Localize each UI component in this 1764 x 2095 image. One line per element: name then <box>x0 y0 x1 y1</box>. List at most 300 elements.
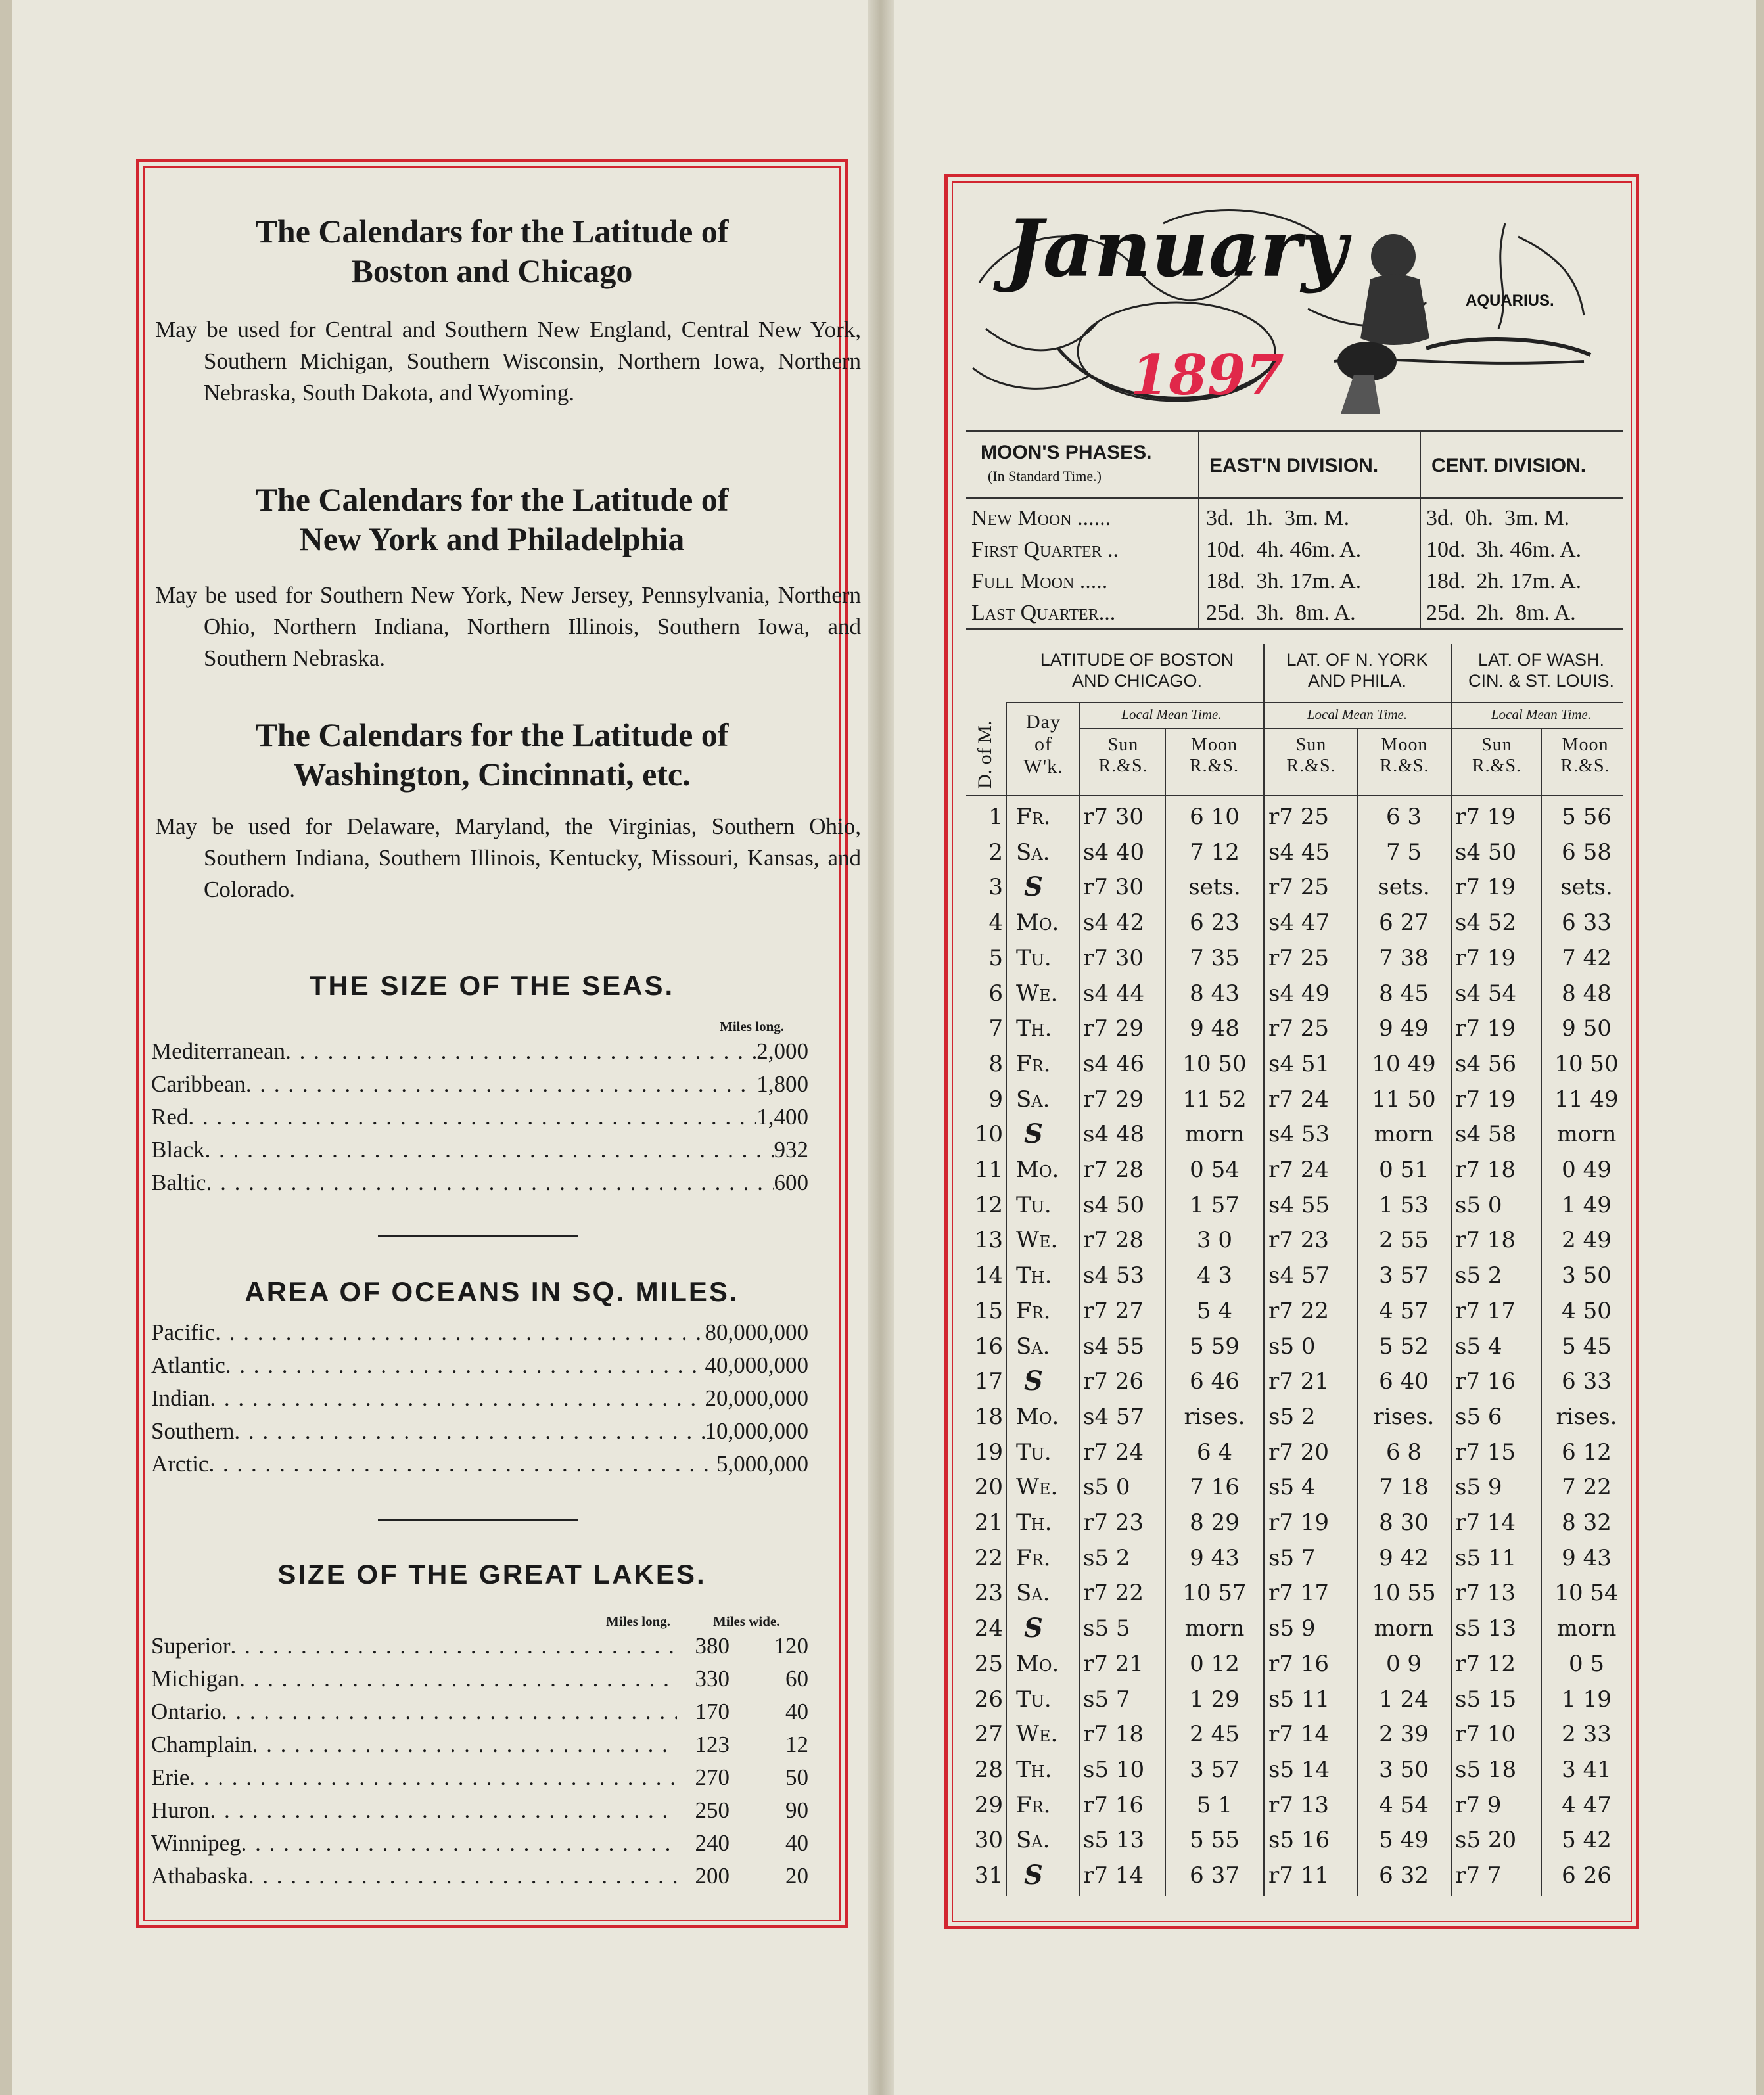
newyork-moon: 8 30 <box>1379 1509 1429 1536</box>
washington-moon: 5 42 <box>1562 1827 1612 1854</box>
day-of-week: Tu. <box>1016 1686 1052 1713</box>
boston-moon: 7 16 <box>1190 1474 1240 1501</box>
list-item <box>151 1038 808 1071</box>
washington-moon: 9 43 <box>1562 1544 1612 1571</box>
day-of-week-heading: Day of W'k. <box>1023 711 1063 777</box>
washington-moon: 6 58 <box>1562 839 1612 865</box>
newyork-moon: 6 27 <box>1379 909 1429 936</box>
washington-moon: 2 49 <box>1562 1227 1612 1254</box>
phase-name: First Quarter .. <box>971 538 1119 562</box>
washington-sun: s5 11 <box>1455 1544 1517 1571</box>
boston-sun: s4 57 <box>1083 1403 1145 1430</box>
phase-name: Full Moon ..... <box>971 569 1108 593</box>
boston-moon: sets. <box>1188 874 1241 901</box>
washington-moon: 0 5 <box>1568 1650 1605 1677</box>
list-item-name: Mediterranean <box>151 1038 286 1064</box>
day-of-week: Sa. <box>1016 1580 1050 1607</box>
boston-moon: rises. <box>1184 1403 1245 1430</box>
newyork-sun: r7 23 <box>1268 1227 1329 1254</box>
day-of-week: Fr. <box>1016 1544 1051 1571</box>
day-of-week: We. <box>1016 1721 1058 1748</box>
phase-central-time: 25d. 2h. 8m. A. <box>1426 601 1576 625</box>
newyork-sun: r7 20 <box>1268 1439 1329 1465</box>
lakes-miles-wide-label: Miles wide. <box>713 1613 780 1629</box>
boston-sun: s4 50 <box>1083 1191 1145 1218</box>
day-of-week: Th. <box>1016 1015 1052 1042</box>
washington-sun: r7 15 <box>1455 1439 1516 1465</box>
lake-width: 40 <box>785 1830 808 1856</box>
washington-sun: s4 50 <box>1455 839 1517 865</box>
day-of-week: Th. <box>1016 1262 1052 1289</box>
leader-dots <box>215 1320 705 1346</box>
washington-sun: s5 2 <box>1455 1262 1502 1289</box>
newyork-sun: r7 19 <box>1268 1509 1329 1536</box>
boston-sun: r7 30 <box>1083 944 1144 971</box>
list-item <box>151 1699 808 1732</box>
list-item <box>151 1666 808 1699</box>
washington-moon: 6 33 <box>1562 909 1612 936</box>
newyork-moon: 0 51 <box>1379 1157 1429 1183</box>
washington-moon: 7 42 <box>1562 944 1612 971</box>
washington-sun: s4 56 <box>1455 1050 1517 1077</box>
washington-moon: 6 12 <box>1562 1439 1612 1465</box>
day-of-month: 20 <box>974 1474 1003 1501</box>
leader-dots <box>225 1352 705 1379</box>
newyork-sun: r7 25 <box>1268 944 1329 971</box>
washington-sun: r7 17 <box>1455 1297 1516 1324</box>
washington-moon: 8 48 <box>1562 980 1612 1007</box>
newyork-moon: 6 40 <box>1379 1368 1429 1395</box>
day-of-week: Tu. <box>1016 1439 1052 1465</box>
day-of-month: 5 <box>988 944 1003 971</box>
boston-sun: r7 28 <box>1083 1227 1144 1254</box>
washington-sun: s5 20 <box>1455 1827 1517 1854</box>
washington-sun: r7 19 <box>1455 1015 1516 1042</box>
list-item-name: Huron <box>151 1797 210 1823</box>
list-item-value: 80,000,000 <box>705 1320 808 1345</box>
newyork-moon: 3 50 <box>1379 1756 1429 1783</box>
boston-moon: 5 4 <box>1196 1297 1233 1324</box>
calendar-title-1: The Calendars for the Latitude of Boston and Chicago <box>255 213 729 289</box>
day-of-month: 23 <box>974 1580 1003 1607</box>
list-item-name: Baltic <box>151 1170 206 1195</box>
list-item-name: Southern <box>151 1418 235 1444</box>
moon-rs-heading: Moon R.&S. <box>1380 735 1429 776</box>
boston-sun: r7 30 <box>1083 874 1144 901</box>
calendar-desc-1: May be used for Central and Southern New England, Central New York, Southern Michigan, Southern Wisconsin, Northern Iowa, Northern Nebraska, South Dakota, and Wyoming. <box>155 317 861 405</box>
washington-moon: 10 54 <box>1554 1580 1619 1607</box>
day-of-week: We. <box>1016 1474 1058 1501</box>
washington-sun: r7 18 <box>1455 1227 1516 1254</box>
boston-sun: s4 48 <box>1083 1121 1145 1148</box>
lmt-label-1: Local Mean Time. <box>1121 706 1222 722</box>
day-of-week: Sa. <box>1016 839 1050 865</box>
list-item-value: 10,000,000 <box>705 1418 808 1444</box>
central-division-heading: CENT. DIVISION. <box>1431 455 1587 476</box>
newyork-moon: 0 9 <box>1385 1650 1422 1677</box>
newyork-sun: s4 53 <box>1268 1121 1330 1148</box>
boston-sun: s5 0 <box>1083 1474 1130 1501</box>
leader-dots <box>221 1699 677 1725</box>
boston-moon: 8 43 <box>1190 980 1240 1007</box>
section-divider-2 <box>378 1519 578 1521</box>
list-item-name: Indian <box>151 1385 210 1411</box>
day-of-week: We. <box>1016 1227 1058 1254</box>
newyork-sun: r7 11 <box>1268 1862 1329 1889</box>
phase-east-time: 25d. 3h. 8m. A. <box>1206 601 1356 625</box>
newyork-moon: 7 38 <box>1379 944 1429 971</box>
boston-moon: 11 52 <box>1182 1086 1247 1113</box>
lat-newyork-heading: LAT. OF N. YORK AND PHILA. <box>1286 650 1428 691</box>
newyork-moon: 5 49 <box>1379 1827 1429 1854</box>
lake-length: 250 <box>695 1797 730 1823</box>
washington-moon: 3 50 <box>1562 1262 1612 1289</box>
day-of-week: Sa. <box>1016 1333 1050 1360</box>
seas-heading: THE SIZE OF THE SEAS. <box>309 970 675 1001</box>
newyork-sun: s5 0 <box>1268 1333 1316 1360</box>
boston-sun: s5 7 <box>1083 1686 1130 1713</box>
washington-sun: s5 18 <box>1455 1756 1517 1783</box>
phase-name: New Moon ...... <box>971 506 1111 530</box>
day-of-week: Mo. <box>1016 1157 1059 1183</box>
leader-dots <box>285 1038 756 1065</box>
boston-moon: 7 35 <box>1190 944 1240 971</box>
list-item-name: Superior <box>151 1633 231 1659</box>
washington-sun: r7 7 <box>1455 1862 1502 1889</box>
boston-sun: r7 14 <box>1083 1862 1144 1889</box>
day-of-month: 17 <box>974 1368 1003 1395</box>
washington-moon: 6 33 <box>1562 1368 1612 1395</box>
day-of-month: 16 <box>974 1333 1003 1360</box>
leader-dots <box>239 1666 677 1692</box>
day-of-month: 11 <box>974 1157 1003 1183</box>
washington-moon: 9 50 <box>1562 1015 1612 1042</box>
day-of-week: Th. <box>1016 1509 1052 1536</box>
boston-sun: r7 28 <box>1083 1157 1144 1183</box>
lakes-heading: SIZE OF THE GREAT LAKES. <box>277 1559 707 1590</box>
boston-sun: r7 30 <box>1083 804 1144 830</box>
lake-width: 60 <box>785 1666 808 1692</box>
lake-length: 200 <box>695 1863 730 1889</box>
day-of-month: 9 <box>988 1086 1003 1113</box>
boston-moon: 4 3 <box>1196 1262 1233 1289</box>
washington-sun: s4 58 <box>1455 1121 1517 1148</box>
moon-rs-heading: Moon R.&S. <box>1189 735 1240 776</box>
newyork-sun: s5 16 <box>1268 1827 1330 1854</box>
boston-moon: 1 29 <box>1190 1686 1240 1713</box>
boston-moon: 0 54 <box>1190 1157 1240 1183</box>
day-of-month: 21 <box>974 1509 1003 1536</box>
day-of-week: Fr. <box>1016 804 1051 830</box>
day-of-month: 22 <box>974 1544 1003 1571</box>
list-item-value: 5,000,000 <box>716 1451 808 1477</box>
newyork-sun: s4 57 <box>1268 1262 1330 1289</box>
lmt-label-3: Local Mean Time. <box>1491 706 1592 722</box>
boston-sun: s5 2 <box>1083 1544 1130 1571</box>
list-item <box>151 1104 808 1137</box>
leader-dots <box>252 1732 677 1758</box>
list-item <box>151 1170 808 1203</box>
seas-miles-long-label: Miles long. <box>720 1019 784 1034</box>
lat-boston-heading: LATITUDE OF BOSTON AND CHICAGO. <box>1040 650 1234 691</box>
boston-sun: s4 53 <box>1083 1262 1145 1289</box>
boston-sun: s5 10 <box>1083 1756 1145 1783</box>
boston-moon: 9 43 <box>1190 1544 1240 1571</box>
sun-rs-heading: Sun R.&S. <box>1098 735 1148 776</box>
day-of-week: Fr. <box>1016 1791 1051 1818</box>
boston-moon: 3 0 <box>1196 1227 1233 1254</box>
day-of-month: 27 <box>974 1721 1003 1748</box>
boston-moon: 6 37 <box>1190 1862 1240 1889</box>
washington-sun: s4 54 <box>1455 980 1517 1007</box>
boston-sun: s5 13 <box>1083 1827 1145 1854</box>
moon-rs-heading: Moon R.&S. <box>1560 735 1610 776</box>
day-of-month: 2 <box>988 839 1003 865</box>
list-item-name: Michigan <box>151 1666 240 1692</box>
east-division-heading: EAST'N DIVISION. <box>1209 455 1379 476</box>
calendar-desc-3: May be used for Delaware, Maryland, the Virginias, Southern Ohio, Southern Indiana, Southern Illinois, Kentucky, Missouri, Kansas, and Colorado. <box>155 814 861 902</box>
lmt-label-2: Local Mean Time. <box>1307 706 1408 722</box>
day-of-month: 24 <box>974 1615 1003 1642</box>
newyork-sun: s4 47 <box>1268 909 1330 936</box>
newyork-moon: 1 24 <box>1379 1686 1429 1713</box>
day-of-week: Fr. <box>1016 1050 1051 1077</box>
leader-dots <box>231 1633 677 1659</box>
list-item <box>151 1732 808 1764</box>
leader-dots <box>210 1385 705 1412</box>
list-item-value: 1,800 <box>756 1071 808 1097</box>
day-of-month: 7 <box>988 1015 1003 1042</box>
boston-sun: r7 16 <box>1083 1791 1144 1818</box>
newyork-moon: 7 18 <box>1379 1474 1429 1501</box>
boston-moon: 6 10 <box>1190 804 1240 830</box>
newyork-moon: morn <box>1374 1615 1434 1642</box>
phase-central-time: 10d. 3h. 46m. A. <box>1426 538 1582 562</box>
banner-sign-text: AQUARIUS. <box>1466 292 1554 310</box>
day-of-week: S <box>1024 1118 1043 1150</box>
sun-rs-heading: Sun R.&S. <box>1286 735 1336 776</box>
washington-moon: 4 47 <box>1562 1791 1612 1818</box>
phase-east-time: 18d. 3h. 17m. A. <box>1206 569 1362 593</box>
washington-sun: r7 16 <box>1455 1368 1516 1395</box>
day-of-month: 13 <box>974 1227 1003 1254</box>
day-of-month: 8 <box>988 1050 1003 1077</box>
lake-length: 380 <box>695 1633 730 1659</box>
boston-sun: r7 29 <box>1083 1015 1144 1042</box>
newyork-moon: 4 57 <box>1379 1297 1429 1324</box>
washington-moon: rises. <box>1556 1403 1617 1430</box>
newyork-moon: 6 8 <box>1385 1439 1422 1465</box>
phase-east-time: 10d. 4h. 46m. A. <box>1206 538 1362 562</box>
washington-moon: sets. <box>1560 874 1613 901</box>
list-item <box>151 1071 808 1104</box>
washington-moon: 4 50 <box>1562 1297 1612 1324</box>
newyork-moon: rises. <box>1373 1403 1435 1430</box>
newyork-sun: r7 14 <box>1268 1721 1329 1748</box>
day-of-month: 12 <box>974 1191 1003 1218</box>
day-of-month: 29 <box>974 1791 1003 1818</box>
newyork-sun: r7 25 <box>1268 874 1329 901</box>
day-of-week: Sa. <box>1016 1827 1050 1854</box>
list-item-value: 40,000,000 <box>705 1352 808 1378</box>
boston-sun: r7 26 <box>1083 1368 1144 1395</box>
list-item-value: 20,000,000 <box>705 1385 808 1411</box>
list-item <box>151 1451 808 1484</box>
newyork-sun: r7 13 <box>1268 1791 1329 1818</box>
newyork-sun: r7 21 <box>1268 1368 1329 1395</box>
washington-sun: r7 19 <box>1455 804 1516 830</box>
boston-sun: r7 27 <box>1083 1297 1144 1324</box>
lake-width: 120 <box>774 1633 808 1659</box>
list-item-name: Champlain <box>151 1732 252 1757</box>
washington-moon: 2 33 <box>1562 1721 1612 1748</box>
day-of-week: S <box>1024 1613 1043 1644</box>
washington-sun: s5 6 <box>1455 1403 1502 1430</box>
calendar-title-3: The Calendars for the Latitude of Washington, Cincinnati, etc. <box>255 716 729 793</box>
january-banner-illustration <box>966 197 1597 427</box>
newyork-sun: r7 24 <box>1268 1086 1329 1113</box>
moon-phases-heading: MOON'S PHASES. <box>981 442 1152 463</box>
day-of-week: Mo. <box>1016 1650 1059 1677</box>
day-of-month: 28 <box>974 1756 1003 1783</box>
list-item <box>151 1352 808 1385</box>
washington-moon: 1 19 <box>1562 1686 1612 1713</box>
newyork-sun: s4 49 <box>1268 980 1330 1007</box>
day-of-week: Mo. <box>1016 1403 1059 1430</box>
lake-length: 123 <box>695 1732 730 1757</box>
leader-dots <box>248 1863 677 1889</box>
washington-sun: s5 0 <box>1455 1191 1502 1218</box>
newyork-moon: 5 52 <box>1379 1333 1429 1360</box>
boston-moon: 6 46 <box>1190 1368 1240 1395</box>
list-item-name: Black <box>151 1137 205 1163</box>
boston-moon: morn <box>1184 1121 1245 1148</box>
lake-width: 90 <box>785 1797 808 1823</box>
washington-sun: s4 52 <box>1455 909 1517 936</box>
washington-moon: 6 26 <box>1562 1862 1612 1889</box>
newyork-moon: morn <box>1374 1121 1434 1148</box>
day-of-month: 6 <box>988 980 1003 1007</box>
washington-sun: r7 19 <box>1455 944 1516 971</box>
lake-length: 270 <box>695 1764 730 1790</box>
leader-dots <box>188 1104 756 1130</box>
newyork-sun: r7 25 <box>1268 804 1329 830</box>
washington-sun: r7 19 <box>1455 874 1516 901</box>
newyork-moon: 2 39 <box>1379 1721 1429 1748</box>
boston-sun: r7 24 <box>1083 1439 1144 1465</box>
washington-sun: r7 19 <box>1455 1086 1516 1113</box>
newyork-moon: 9 42 <box>1379 1544 1429 1571</box>
book-gutter <box>868 0 894 2095</box>
list-item-value: 1,400 <box>756 1104 808 1130</box>
day-of-week: S <box>1024 871 1043 903</box>
washington-moon: 11 49 <box>1554 1086 1619 1113</box>
lake-width: 12 <box>785 1732 808 1757</box>
list-item <box>151 1830 808 1863</box>
newyork-moon: 8 45 <box>1379 980 1429 1007</box>
sun-rs-heading: Sun R.&S. <box>1472 735 1522 776</box>
leader-dots <box>241 1830 677 1856</box>
lakes-miles-long-label: Miles long. <box>606 1613 670 1629</box>
washington-sun: s5 15 <box>1455 1686 1517 1713</box>
lake-width: 50 <box>785 1764 808 1790</box>
seas-list <box>151 1038 808 1203</box>
boston-moon: 5 55 <box>1190 1827 1240 1854</box>
list-item-name: Ontario <box>151 1699 221 1724</box>
day-of-week: S <box>1024 1366 1043 1397</box>
washington-sun: s5 4 <box>1455 1333 1502 1360</box>
boston-moon: morn <box>1184 1615 1245 1642</box>
oceans-heading: AREA OF OCEANS IN SQ. MILES. <box>244 1276 739 1307</box>
day-of-week: S <box>1024 1860 1043 1891</box>
newyork-moon: 3 57 <box>1379 1262 1429 1289</box>
day-of-week: Fr. <box>1016 1297 1051 1324</box>
day-of-month: 1 <box>988 804 1003 830</box>
boston-sun: s4 46 <box>1083 1050 1145 1077</box>
day-of-month-heading: D. of M. <box>974 720 996 789</box>
washington-moon: 8 32 <box>1562 1509 1612 1536</box>
list-item-name: Winnipeg <box>151 1830 241 1856</box>
day-of-week: Th. <box>1016 1756 1052 1783</box>
newyork-moon: 11 50 <box>1372 1086 1436 1113</box>
washington-sun: r7 12 <box>1455 1650 1516 1677</box>
leader-dots <box>206 1170 774 1196</box>
boston-moon: 1 57 <box>1190 1191 1240 1218</box>
boston-moon: 9 48 <box>1190 1015 1240 1042</box>
day-of-week: Tu. <box>1016 944 1052 971</box>
newyork-moon: 10 55 <box>1372 1580 1436 1607</box>
washington-moon: 5 45 <box>1562 1333 1612 1360</box>
list-item-name: Red <box>151 1104 189 1130</box>
newyork-moon: 1 53 <box>1379 1191 1429 1218</box>
boston-sun: s4 55 <box>1083 1333 1145 1360</box>
day-of-month: 14 <box>974 1262 1003 1289</box>
list-item <box>151 1418 808 1451</box>
boston-moon: 8 29 <box>1190 1509 1240 1536</box>
day-of-month: 4 <box>988 909 1003 936</box>
day-of-month: 31 <box>974 1862 1003 1889</box>
boston-moon: 6 23 <box>1190 909 1240 936</box>
day-of-month: 18 <box>974 1403 1003 1430</box>
leader-dots <box>205 1137 774 1163</box>
day-of-month: 30 <box>974 1827 1003 1854</box>
newyork-sun: s5 4 <box>1268 1474 1316 1501</box>
newyork-moon: 6 32 <box>1379 1862 1429 1889</box>
list-item <box>151 1863 808 1896</box>
leader-dots <box>210 1797 677 1824</box>
newyork-moon: 2 55 <box>1379 1227 1429 1254</box>
day-of-week: Mo. <box>1016 909 1059 936</box>
washington-sun: r7 13 <box>1455 1580 1516 1607</box>
day-of-week: Tu. <box>1016 1191 1052 1218</box>
leader-dots <box>208 1451 716 1477</box>
phase-east-time: 3d. 1h. 3m. M. <box>1206 506 1350 530</box>
boston-moon: 2 45 <box>1190 1721 1240 1748</box>
boston-moon: 5 59 <box>1190 1333 1240 1360</box>
boston-sun: r7 22 <box>1083 1580 1144 1607</box>
phase-name: Last Quarter... <box>971 601 1116 625</box>
newyork-sun: s5 9 <box>1268 1615 1316 1642</box>
lakes-list <box>151 1633 808 1896</box>
lake-width: 40 <box>785 1699 808 1724</box>
newyork-sun: s4 55 <box>1268 1191 1330 1218</box>
newyork-sun: s5 2 <box>1268 1403 1316 1430</box>
boston-moon: 0 12 <box>1190 1650 1240 1677</box>
newyork-sun: r7 17 <box>1268 1580 1329 1607</box>
newyork-sun: r7 16 <box>1268 1650 1329 1677</box>
newyork-sun: s4 45 <box>1268 839 1330 865</box>
leader-dots <box>234 1418 705 1444</box>
